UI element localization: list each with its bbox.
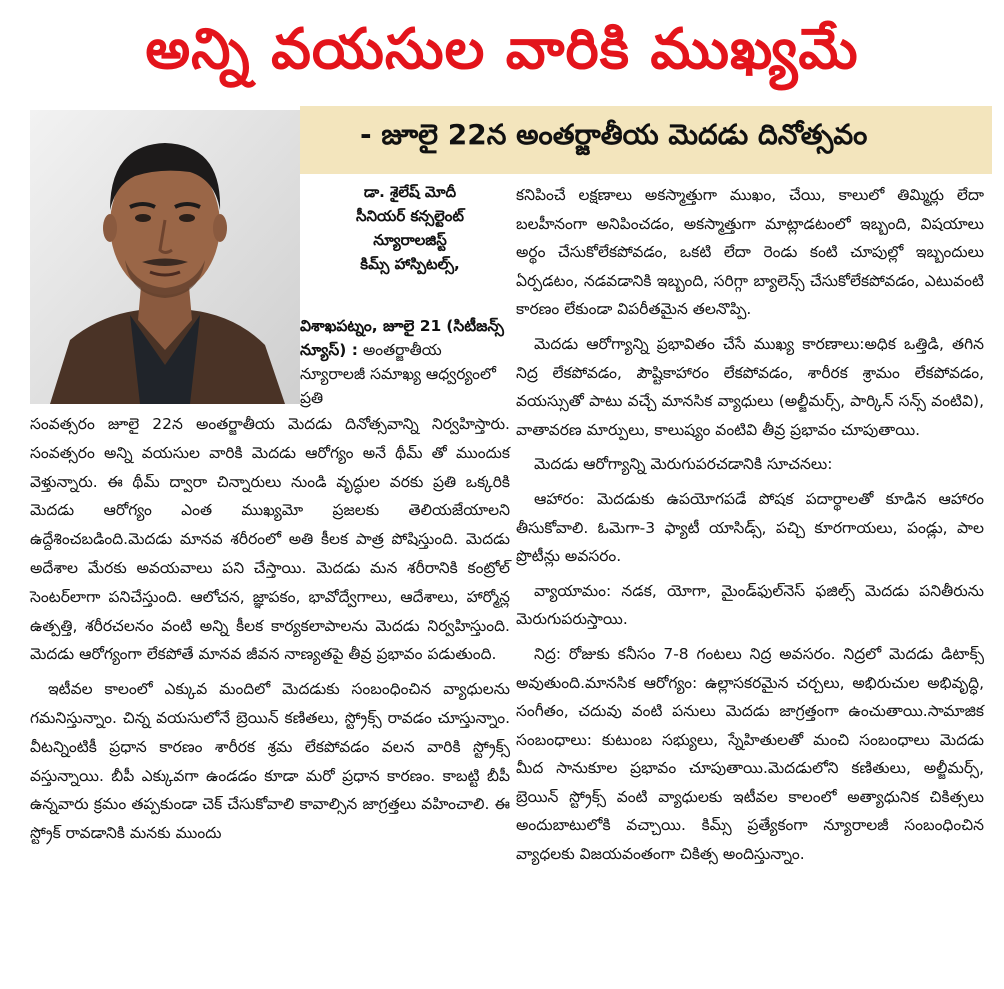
paragraph: సంవత్సరం జూలై 22న అంతర్జాతీయ మెదడు దినోత్సవాన్ని నిర్వహిస్తారు. సంవత్సరం అన్ని వయసుల వారికి మెదడు ఆరోగ్యం అనే థీమ్ తో ముందుక వెళ్తున్నారు. ఈ థీమ్ ద్వారా చిన్నారులు నుండి వృద్ధుల వరకు ప్రతి ఒక్కరికి మెదడు ఆరోగ్యం ఎంత ముఖ్యమో ప్రజలకు తెలియజేయాలని ఉద్దేశించబడింది.మెదడు మానవ శరీరంలో అతి కీలక పాత్ర పోషిస్తుంది. మెదడు అదేశాల మేరకు అవయవాలు పని చేస్తాయి. మెదడు మన శరీరానికి కంట్రోల్ సెంటర్‌లాగా పనిచేస్తుంది. ఆలోచన, జ్ఞాపకం, భావోద్వేగాలు, ఆదేశాలు, హార్మోన్ల ఉత్పత్తి, శరీరచలనం వంటి అన్ని కీలక కార్యకలాపాలను మెదడు నిర్వహిస్తుంది. మెదడు ఆరోగ్యంగా లేకపోతే మానవ జీవన నాణ్యతపై తీవ్ర ప్రభావం పడుతుంది. xyxy=(30,415,510,664)
subheadline: - జూలై 22న అంతర్జాతీయ మెదడు దినోత్సవం xyxy=(360,118,868,151)
author-specialty: న్యూరాలజిస్ట్ xyxy=(373,231,447,249)
paragraph: కనిపించే లక్షణాలు అకస్మాత్తుగా ముఖం, చేయి, కాలులో తిమ్మిర్లు లేదా బలహీనంగా అనిపించడం, అకస్మాత్తుగా మాట్లాడటంలో ఇబ్బంది, విషయాలు అర్థం చేసుకోలేకపోవడం, ఒకటి లేదా రెండు కంటి చూపుల్లో ఇబ్బందులు ఏర్పడటం, నడవడానికి ఇబ్బంది, సరిగ్గా బ్యాలెన్స్ చేసుకోలేకపోవడం, ఎటువంటి కారణం లేకుండా విపరీతమైన తలనొప్పి. xyxy=(516,186,984,319)
dateline-source: (సిటీజన్స్ న్యూస్) : xyxy=(300,317,504,359)
dateline-place-date: విశాఖపట్నం, జూలై 21 xyxy=(300,317,442,335)
paragraph: వ్యాయామం: నడక, యోగా, మైండ్‌ఫుల్‌నెస్ ఫజిల్స్ మెదడు పనితీరును మెరుగుపరుస్తాయి. xyxy=(516,581,984,629)
dateline-block xyxy=(300,314,510,410)
subheadline-banner xyxy=(300,106,992,174)
paragraph: మెదడు ఆరోగ్యాన్ని ప్రభావితం చేసే ముఖ్య కారణాలు:అధిక ఒత్తిడి, తగిన నిద్ర లేకపోవడం, పౌష్టికాహారం లేకపోవడం, శారీరక శ్రామం లేకపోవడం, వయస్సుతో పాటు వచ్చే మానసిక వ్యాధులు (అల్జీమర్స్, పార్కిన్ సన్స్ వంటివి), వాతావరణ మార్పులు, కాలుష్యం వంటివి తీవ్ర ప్రభావం చూపుతాయి. xyxy=(516,334,984,439)
author-byline xyxy=(312,180,508,276)
dateline-lead: అంతర్జాతీయ న్యూరాలజీ సమాఖ్య ఆధ్వర్యంలో ప్రతి xyxy=(300,341,496,407)
doctor-portrait-image xyxy=(30,110,300,404)
paragraph: ఇటీవల కాలంలో ఎక్కువ మందిలో మెదడుకు సంబంధించిన వ్యాధులను గమనిస్తున్నాం. చిన్న వయసులోనే బ్రెయిన్ కణితలు, స్ట్రోక్స్ రావడం చూస్తున్నాం. వీటన్నింటికీ ప్రధాన కారణం శారీరక శ్రమ లేకపోవడం వలన వారికి స్ట్రోక్స్ వస్తున్నాయి. బీపీ ఎక్కువగా ఉండడం కూడా మరో ప్రధాన కారణం. కాబట్టి బీపీ ఉన్నవారు క్రమం తప్పకుండా చెక్ చేసుకోవాలి కావాల్సిన జాగ్రత్తలు వహించాలి. ఈ స్ట్రోక్ రావడానికి మనకు ముందు xyxy=(30,680,510,843)
author-name: డా. శైలేష్ మోదీ xyxy=(363,183,457,201)
author-hospital: కిమ్స్ హాస్పిటల్స్, xyxy=(360,255,460,273)
author-designation: సీనియర్ కన్సల్టెంట్ xyxy=(355,207,464,225)
article-column-right xyxy=(516,181,984,875)
paragraph: మెదడు ఆరోగ్యాన్ని మెరుగుపరచడానికి సూచనలు: xyxy=(534,455,833,474)
paragraph: నిద్ర: రోజుకు కనీసం 7-8 గంటలు నిద్ర అవసరం. నిద్రలో మెదడు డిటాక్స్ అవుతుంది.మానసిక ఆరోగ్యం: ఉల్లాసకరమైన చర్చలు, అభిరుచుల అభివృద్ధి, సంగీతం, చదువు వంటి పనులు మెదడు జాగ్రత్తంగా ఉంచుతాయి.సామాజిక సంబంధాలు: కుటుంబ సభ్యులు, స్నేహితులతో మంచి సంబంధాలు మెదడు మీద సానుకూల ప్రభావం చూపుతాయి.మెదడులోని కణితులు, అల్జీమర్స్, బ్రెయిన్ స్ట్రోక్స్ వంటి వ్యాధులకు ఇటీవల కాలంలో అత్యాధునిక చికిత్సలు అందుబాటులోకి వచ్చాయి. కిమ్స్ ప్రత్యేకంగా న్యూరాలజీ సంబంధించిన వ్యాధలకు విజయవంతంగా చికిత్స అందిస్తున్నాం. xyxy=(516,644,984,864)
doctor-photo xyxy=(30,110,300,404)
article-column-left xyxy=(30,410,510,854)
headline: అన్ని వయసుల వారికి ముఖ్యమే xyxy=(145,17,859,82)
paragraph: ఆహారం: మెదడుకు ఉపయోగపడే పోషక పదార్థాలతో కూడిన ఆహారం తీసుకోవాలి. ఓమెగా-3 ఫ్యాటీ యాసిడ్స్, పచ్చి కూరగాయలు, పండ్లు, పాల ప్రొటీన్లు అవసరం. xyxy=(516,489,984,566)
